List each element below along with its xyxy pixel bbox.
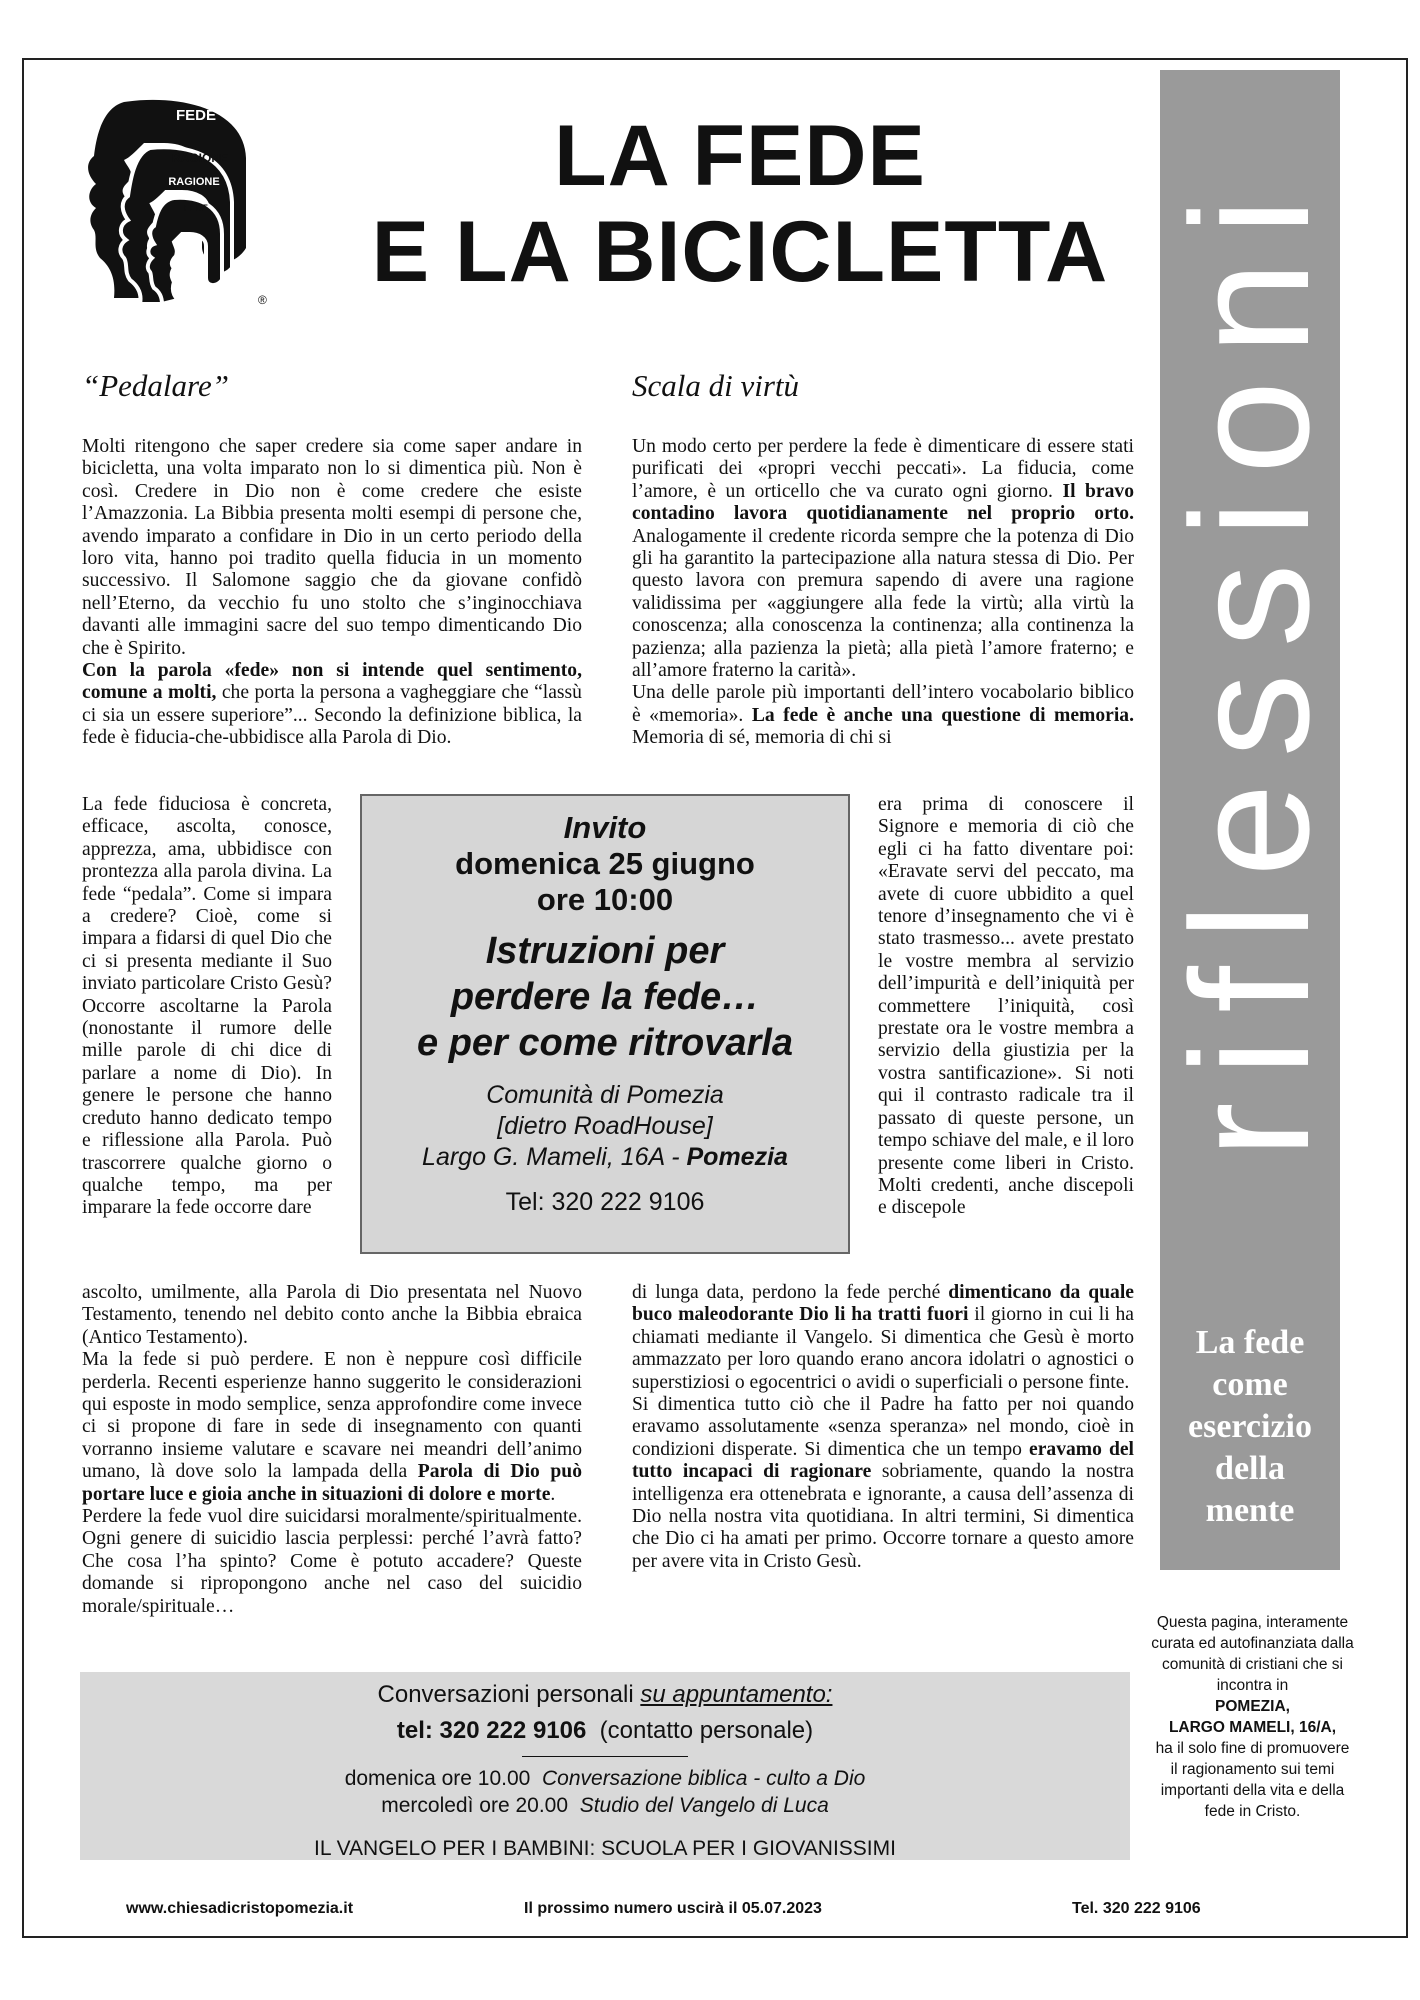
paragraph: [632, 1394, 1134, 1573]
left-column-bottom: [82, 1282, 582, 1618]
paragraph: [632, 436, 1134, 682]
text: Si dimentica tutto ciò che il Padre ha fatto per noi quando eravamo assolutamente «senza speranza» nel mondo, cioè in condizioni disperate. Si dimentica che un tempo: [632, 1394, 1134, 1460]
paragraph: [632, 1282, 1134, 1394]
tagline-line: mente: [1205, 1492, 1295, 1529]
fede-ragione-logo: [84, 98, 284, 308]
schedule-line: [80, 1792, 1130, 1819]
invite-location: [362, 1080, 848, 1173]
location-line: [dietro RoadHouse]: [497, 1112, 713, 1140]
invite-label: Invito: [563, 810, 647, 845]
text: Conversazioni personali: [377, 1681, 641, 1708]
bold-text: Il bravo contadino lavora quotidianamente nel proprio orto.: [632, 480, 1135, 525]
tagline-line: della: [1215, 1450, 1285, 1487]
footer-line: IL VANGELO PER I BAMBINI: SCUOLA PER I GIOVANISSIMI: [314, 1837, 896, 1860]
paragraph: ascolto, umilmente, alla Parola di Dio presentata nel Nuovo Testamento, tenendo nel debito conto anche la Bibbia ebraica (Antico Testamento).: [82, 1282, 582, 1348]
logo-word-1: FEDE: [175, 107, 217, 124]
paragraph: Perdere la fede vuol dire suicidarsi moralmente/spiritualmente. Ogni genere di suicidio lascia perplessi: perché l’avrà fatto? Che cosa l’ha spinto? Come è potuto accadere? Queste domande si ripropongono anche nel caso del suicidio morale/spirituale…: [82, 1506, 582, 1617]
event-name: Conversazione biblica - culto a Dio: [541, 1767, 866, 1790]
sidebar-tagline: [1160, 1322, 1340, 1532]
event-name: Studio del Vangelo di Luca: [579, 1794, 829, 1817]
paragraph: era prima di conoscere il Signore e memoria di ciò che egli ci ha fatto diventare poi: «Eravate servi del peccato, ma avete di cuore ubbidito a quel tenore d’insegnamento che vi è stato trasmesso... avete prestato le vostre membra al servizio dell’impurità e dell’iniquità per commettere l’iniquità, così prestate ora le vostre membra a servizio della giustizia per la vostra santificazione». Si noti qui il contrasto radicale tra il passato di queste persone, un tempo schiave del male, e il loro presente come liberi in Cristo. Molti credenti, anche discepoli e discepole: [878, 794, 1134, 1219]
text: Memoria di sé, memoria di chi si: [632, 727, 892, 749]
location-line: [362, 1142, 848, 1173]
bold-text: eravamo del tutto incapaci di ragionare: [632, 1438, 1134, 1483]
bold-text: La fede è anche una questione di memoria.: [751, 704, 1134, 726]
logo-word-4: FEDE: [183, 203, 209, 213]
text: Analogamente il credente ricorda sempre che la potenza di Dio gli ha garantito la partecipazione alla natura stessa di Dio. Per questo lavora con premura sapendo di avere una ragione validissima per «aggiungere alla fede la virtù; alla virtù la conoscenza; alla conoscenza la continenza; alla continenza la pazienza; alla pazienza la pietà; alla pietà l’amore fraterno; e all’amore fraterno la carità».: [632, 525, 1134, 682]
topic-line: e per come ritrovarla: [417, 1022, 793, 1064]
left-column-wrap: [82, 794, 332, 1220]
right-column-bottom: [632, 1282, 1134, 1573]
bottom-phone: Tel. 320 222 9106: [1072, 1900, 1201, 1917]
footer-box: [80, 1672, 1130, 1860]
invitation-box: [360, 794, 850, 1254]
tagline-line: La fede: [1195, 1324, 1305, 1361]
location-line: Comunità di Pomezia: [486, 1081, 724, 1109]
note-text: Questa pagina, interamente curata ed autofinanziata dalla comunità di cristiani che si incontra in: [1151, 1614, 1354, 1694]
topic-line: perdere la fede…: [450, 976, 760, 1018]
page-title: [340, 108, 1140, 300]
logo-word-3: RAGIONE: [168, 176, 220, 188]
logo-word-2: RAGIONE: [171, 151, 229, 165]
paragraph: [82, 660, 582, 750]
bold-text: Parola di Dio può portare luce e gioia anche in situazioni di dolore e morte: [82, 1461, 582, 1505]
text: sobriamente, quando la nostra intelligenza era ottenebrata e ignorante, a causa dell’assenza di Dio nella nostra vita quotidiana. In altri termini, Si dimentica che Dio ci ha amati per primo. Occorre tornare a questo amore per avere vita in Cristo Gesù.: [632, 1461, 1134, 1572]
paragraph: [632, 682, 1134, 749]
invite-date: domenica 25 giugno: [455, 846, 755, 881]
text: domenica ore 10.00: [344, 1767, 542, 1790]
note-place: POMEZIA,: [1215, 1698, 1290, 1715]
text: di lunga data, perdono la fede perché: [632, 1282, 949, 1303]
schedule-line: [80, 1765, 1130, 1792]
title-line-2: E LA BICICLETTA: [371, 204, 1109, 300]
divider: [522, 1756, 688, 1757]
phone-number: tel: 320 222 9106: [396, 1717, 587, 1744]
text: che porta la persona a vagheggiare che “lassù ci sia un essere superiore”... Secondo la definizione biblica, la fede è fiducia-che-ubbidisce alla Parola di Dio.: [82, 682, 582, 749]
footer-line: [80, 1680, 1130, 1710]
invite-phone: Tel: 320 222 9106: [505, 1188, 705, 1216]
topic-line: Istruzioni per: [485, 930, 725, 972]
note-text-end: ha il solo fine di promuovere il ragionamento sui temi importanti della vita e della fede in Cristo.: [1155, 1740, 1350, 1820]
paragraph: Molti ritengono che saper credere sia come saper andare in bicicletta, una volta imparato non lo si dimentica più. Non è così. Credere in Dio non è come credere che esiste l’Amazzonia. La Bibbia presenta molti esempi di persone che, avendo imparato a confidare in Dio in un certo periodo della loro vita, hanno poi tradito quella fiducia in un momento successivo. Il Salomone saggio che da giovane confidò nell’Eterno, da vecchio fu uno stolto che s’inginocchiava davanti alle immagini sacre del suo tempo dimenticando Dio che è Spirito.: [82, 436, 582, 659]
right-column-wrap: [878, 794, 1134, 1220]
right-column-top: [632, 436, 1134, 750]
appointment-text: su appuntamento:: [640, 1681, 833, 1708]
left-heading: “Pedalare”: [82, 368, 229, 403]
sidebar-word: riflessioni: [1156, 171, 1344, 1159]
note-address: LARGO MAMELI, 16/A,: [1168, 1719, 1337, 1736]
footer-line: [80, 1716, 1130, 1746]
right-heading: Scala di virtù: [632, 368, 800, 403]
title-line-1: LA FEDE: [554, 108, 926, 204]
bold-text: dimenticano da quale buco maleodorante Dio li ha tratti fuori: [632, 1282, 1134, 1326]
address-text: Largo G. Mameli, 16A -: [422, 1143, 687, 1171]
address-city: Pomezia: [686, 1143, 788, 1171]
text: Un modo certo per perdere la fede è dimenticare di essere stati purificati dei «propri vecchi peccati». La fiducia, come l’amore, è un orticello che va curato ogni giorno.: [632, 436, 1134, 502]
tagline-line: esercizio: [1188, 1408, 1312, 1445]
invite-time: ore 10:00: [536, 882, 674, 917]
profile-heads-icon: [84, 98, 284, 308]
paragraph: La fede fiduciosa è concreta, efficace, ascolta, conosce, apprezza, ama, ubbidisce con prontezza alla parola divina. La fede “pedala”. Come si impara a credere? Cioè, come si impara a fidarsi di quel Dio che ci si presenta mediante il Suo inviato particolare Cristo Gesù? Occorre ascoltarne la Parola (nonostante il rumore delle mille parole di chi dice di parlare a nome di Dio). In genere le persone che hanno creduto hanno dedicato tempo e riflessione alla Parola. Può trascorrere qualche giorno o qualche tempo, ma per imparare la fede occorre dare: [82, 794, 332, 1219]
text: il giorno in cui li ha chiamati mediante il Vangelo. Si dimentica che Gesù è morto ammazzato per loro quando erano ancora idolatri o agnostici o superstiziosi o egocentrici o avidi o superficiali o persone finte.: [632, 1304, 1135, 1393]
text: (contatto personale): [586, 1717, 814, 1744]
bold-text: Con la parola «fede» non si intende quel sentimento, comune a molti,: [82, 660, 582, 704]
text: Ma la fede si può perdere. E non è neppure così difficile perderla. Recenti esperienze hanno suggerito le considerazioni qui esposte in modo semplice, senza approfondire come invece ci si propone di fare in sede di insegnamento con quanti vorranno insieme valutare e scavare nei meandri dell’animo umano, là dove solo la lampada della: [82, 1349, 582, 1483]
website-link[interactable]: www.chiesadicristopomezia.it: [126, 1900, 354, 1917]
left-column-top: [82, 436, 582, 750]
registered-mark: ®: [258, 293, 267, 307]
text: Una delle parole più importanti dell’intero vocabolario biblico è «memoria».: [632, 682, 1134, 726]
sidebar-note: [1150, 1612, 1355, 1822]
invite-topic: [362, 928, 848, 1066]
text: mercoledì ore 20.00: [381, 1794, 580, 1817]
paragraph: [82, 1349, 582, 1506]
next-issue: Il prossimo numero uscirà il 05.07.2023: [524, 1900, 822, 1917]
tagline-line: come: [1212, 1366, 1288, 1403]
text: .: [550, 1483, 556, 1505]
